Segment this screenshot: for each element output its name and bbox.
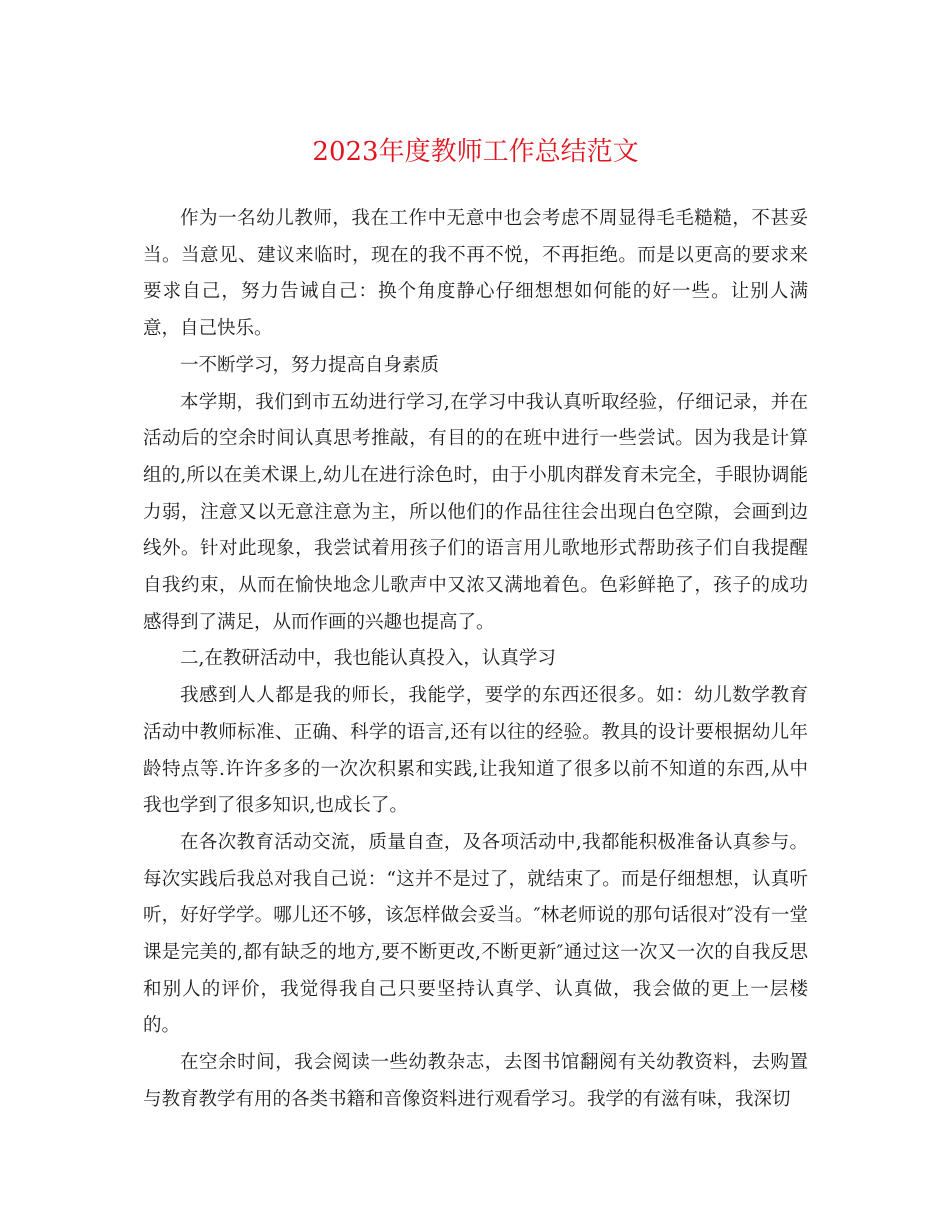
section-heading-2: 二,在教研活动中，我也能认真投入，认真学习 bbox=[180, 648, 556, 670]
paragraph-activities: 在各次教育活动交流，质量自查，及各项活动中,我都能积极准备认真参与。每次实践后我总对我自己说：“这并不是过了，就结束了。而是仔细想想，认真听听，好好学学。哪儿还不够，该怎样做会妥当。″林老师说的那句话很对″没有一堂课是完美的,都有缺乏的地方,要不断更改,不断更新″通过这一次又一次的自我反思和别人的评价，我觉得我自己只要坚持认真学、认真做，我会做的更上一层楼的。 bbox=[143, 831, 808, 1037]
paragraph-study: 本学期，我们到市五幼进行学习,在学习中我认真听取经验，仔细记录，并在活动后的空余时间认真思考推敲，有目的的在班中进行一些尝试。因为我是计算组的,所以在美术课上,幼儿在进行涂色时，由于小肌肉群发育未完全，手眼协调能力弱，注意又以无意注意为主，所以他们的作品往往会出现白色空隙，会画到边线外。针对此现象，我尝试着用孩子们的语言用儿歌地形式帮助孩子们自我提醒自我约束，从而在愉快地念儿歌声中又浓又满地着色。色彩鲜艳了，孩子的成功感得到了满足，从而作画的兴趣也提高了。 bbox=[143, 391, 808, 633]
paragraph-intro: 作为一名幼儿教师，我在工作中无意中也会考虑不周显得毛毛糙糙，不甚妥当。当意见、建议来临时，现在的我不再不悦，不再拒绝。而是以更高的要求来要求自己，努力告诫自己：换个角度静心仔细想想如何能的好一些。让别人满意，自己快乐。 bbox=[143, 208, 808, 340]
paragraph-reading: 在空余时间，我会阅读一些幼教杂志，去图书馆翻阅有关幼教资料，去购置与教育教学有用的各类书籍和音像资料进行观看学习。我学的有滋有味，我深切 bbox=[143, 1052, 808, 1110]
paragraph-teachers: 我感到人人都是我的师长，我能学，要学的东西还很多。如：幼儿数学教育活动中教师标准、正确、科学的语言,还有以往的经验。教具的设计要根据幼儿年龄特点等.许许多多的一次次积累和实践,让我知道了很多以前不知道的东西,从中我也学到了很多知识,也成长了。 bbox=[143, 685, 808, 817]
document-title: 2023年度教师工作总结范文 bbox=[312, 137, 639, 167]
section-heading-1: 一不断学习，努力提高自身素质 bbox=[180, 354, 440, 376]
document-body bbox=[143, 201, 808, 1119]
